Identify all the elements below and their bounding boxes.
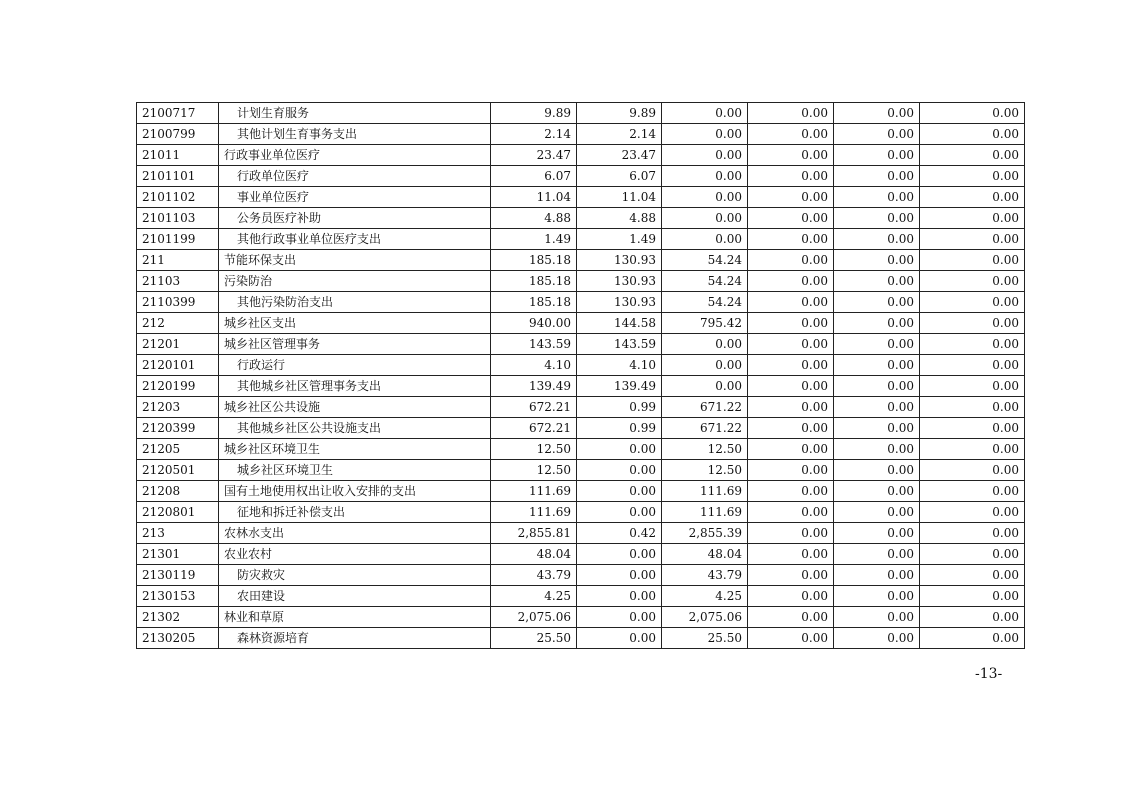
amount-cell: 0.99: [577, 418, 662, 439]
subject-code-cell: 21203: [137, 397, 219, 418]
amount-cell: 0.00: [577, 544, 662, 565]
amount-cell: 0.00: [748, 481, 834, 502]
amount-cell: 0.00: [748, 502, 834, 523]
amount-cell: 11.04: [491, 187, 577, 208]
amount-cell: 0.00: [748, 397, 834, 418]
table-row: [137, 292, 1025, 313]
amount-cell: 48.04: [662, 544, 748, 565]
amount-cell: 0.00: [662, 208, 748, 229]
amount-cell: 0.00: [748, 292, 834, 313]
amount-cell: 0.00: [920, 439, 1025, 460]
table-row: [137, 523, 1025, 544]
subject-code-cell: 2130153: [137, 586, 219, 607]
amount-cell: 2,075.06: [491, 607, 577, 628]
subject-name-cell: 城乡社区环境卫生: [219, 439, 491, 460]
subject-code-cell: 2101102: [137, 187, 219, 208]
amount-cell: 6.07: [491, 166, 577, 187]
amount-cell: 144.58: [577, 313, 662, 334]
amount-cell: 4.25: [491, 586, 577, 607]
amount-cell: 0.00: [920, 145, 1025, 166]
amount-cell: 0.00: [834, 292, 920, 313]
table-body: [137, 103, 1025, 649]
amount-cell: 0.00: [834, 397, 920, 418]
amount-cell: 0.00: [834, 607, 920, 628]
amount-cell: 0.00: [920, 481, 1025, 502]
table-row: [137, 376, 1025, 397]
table-row: [137, 481, 1025, 502]
amount-cell: 130.93: [577, 292, 662, 313]
table-row: [137, 544, 1025, 565]
subject-code-cell: 2101101: [137, 166, 219, 187]
amount-cell: 0.00: [920, 229, 1025, 250]
amount-cell: 0.00: [748, 187, 834, 208]
amount-cell: 0.00: [748, 334, 834, 355]
amount-cell: 139.49: [491, 376, 577, 397]
subject-name-cell: 农业农村: [219, 544, 491, 565]
amount-cell: 0.00: [748, 166, 834, 187]
budget-table: [136, 102, 1025, 649]
subject-name-cell: 城乡社区公共设施: [219, 397, 491, 418]
amount-cell: 0.00: [577, 460, 662, 481]
amount-cell: 0.00: [748, 250, 834, 271]
table-row: [137, 250, 1025, 271]
amount-cell: 43.79: [491, 565, 577, 586]
amount-cell: 0.00: [834, 628, 920, 649]
amount-cell: 25.50: [662, 628, 748, 649]
amount-cell: 0.00: [662, 145, 748, 166]
table-row: [137, 271, 1025, 292]
subject-code-cell: 2120101: [137, 355, 219, 376]
subject-name-cell: 公务员医疗补助: [219, 208, 491, 229]
amount-cell: 0.00: [834, 565, 920, 586]
amount-cell: 0.00: [748, 460, 834, 481]
amount-cell: 25.50: [491, 628, 577, 649]
amount-cell: 0.00: [834, 271, 920, 292]
amount-cell: 0.00: [577, 586, 662, 607]
table-row: [137, 565, 1025, 586]
amount-cell: 0.42: [577, 523, 662, 544]
amount-cell: 0.00: [662, 229, 748, 250]
subject-code-cell: 2120399: [137, 418, 219, 439]
amount-cell: 1.49: [577, 229, 662, 250]
amount-cell: 0.00: [834, 187, 920, 208]
amount-cell: 0.00: [748, 313, 834, 334]
amount-cell: 0.00: [834, 229, 920, 250]
subject-name-cell: 征地和拆迁补偿支出: [219, 502, 491, 523]
amount-cell: 185.18: [491, 271, 577, 292]
amount-cell: 0.00: [748, 544, 834, 565]
amount-cell: 0.00: [748, 355, 834, 376]
table-row: [137, 439, 1025, 460]
subject-code-cell: 2110399: [137, 292, 219, 313]
amount-cell: 185.18: [491, 250, 577, 271]
amount-cell: 0.00: [920, 271, 1025, 292]
amount-cell: 0.00: [834, 544, 920, 565]
amount-cell: 0.00: [920, 565, 1025, 586]
amount-cell: 0.00: [577, 628, 662, 649]
subject-name-cell: 其他计划生育事务支出: [219, 124, 491, 145]
amount-cell: 0.00: [920, 250, 1025, 271]
amount-cell: 12.50: [662, 439, 748, 460]
amount-cell: 0.00: [748, 565, 834, 586]
amount-cell: 0.00: [920, 544, 1025, 565]
amount-cell: 0.00: [748, 418, 834, 439]
subject-code-cell: 21205: [137, 439, 219, 460]
amount-cell: 1.49: [491, 229, 577, 250]
amount-cell: 0.00: [577, 439, 662, 460]
amount-cell: 111.69: [662, 481, 748, 502]
subject-name-cell: 农田建设: [219, 586, 491, 607]
amount-cell: 0.00: [920, 586, 1025, 607]
amount-cell: 0.00: [748, 586, 834, 607]
subject-name-cell: 事业单位医疗: [219, 187, 491, 208]
amount-cell: 12.50: [491, 460, 577, 481]
amount-cell: 4.10: [577, 355, 662, 376]
table-row: [137, 313, 1025, 334]
amount-cell: 0.00: [920, 166, 1025, 187]
amount-cell: 0.00: [748, 376, 834, 397]
table-row: [137, 397, 1025, 418]
amount-cell: 0.00: [920, 124, 1025, 145]
amount-cell: 0.00: [748, 208, 834, 229]
amount-cell: 0.00: [662, 187, 748, 208]
amount-cell: 0.00: [662, 334, 748, 355]
subject-code-cell: 2100799: [137, 124, 219, 145]
table-row: [137, 124, 1025, 145]
subject-name-cell: 城乡社区支出: [219, 313, 491, 334]
amount-cell: 0.00: [834, 166, 920, 187]
amount-cell: 0.00: [748, 229, 834, 250]
amount-cell: 0.00: [662, 103, 748, 124]
table-row: [137, 145, 1025, 166]
subject-name-cell: 污染防治: [219, 271, 491, 292]
table-row: [137, 208, 1025, 229]
amount-cell: 0.00: [920, 502, 1025, 523]
amount-cell: 54.24: [662, 292, 748, 313]
amount-cell: 0.00: [834, 145, 920, 166]
amount-cell: 671.22: [662, 418, 748, 439]
amount-cell: 23.47: [491, 145, 577, 166]
subject-name-cell: 行政运行: [219, 355, 491, 376]
amount-cell: 0.00: [577, 607, 662, 628]
subject-code-cell: 21208: [137, 481, 219, 502]
amount-cell: 9.89: [577, 103, 662, 124]
subject-code-cell: 211: [137, 250, 219, 271]
amount-cell: 0.00: [920, 523, 1025, 544]
amount-cell: 0.00: [920, 208, 1025, 229]
amount-cell: 111.69: [491, 502, 577, 523]
subject-name-cell: 林业和草原: [219, 607, 491, 628]
amount-cell: 0.00: [834, 124, 920, 145]
table-row: [137, 628, 1025, 649]
table-row: [137, 586, 1025, 607]
amount-cell: 0.00: [920, 376, 1025, 397]
amount-cell: 0.00: [834, 439, 920, 460]
subject-name-cell: 农林水支出: [219, 523, 491, 544]
amount-cell: 139.49: [577, 376, 662, 397]
amount-cell: 2,855.39: [662, 523, 748, 544]
amount-cell: 130.93: [577, 271, 662, 292]
amount-cell: 0.00: [834, 376, 920, 397]
amount-cell: 0.00: [834, 250, 920, 271]
subject-code-cell: 2130119: [137, 565, 219, 586]
amount-cell: 0.00: [920, 187, 1025, 208]
amount-cell: 0.00: [834, 481, 920, 502]
amount-cell: 0.00: [748, 145, 834, 166]
subject-name-cell: 节能环保支出: [219, 250, 491, 271]
amount-cell: 23.47: [577, 145, 662, 166]
subject-name-cell: 其他污染防治支出: [219, 292, 491, 313]
subject-name-cell: 城乡社区管理事务: [219, 334, 491, 355]
subject-code-cell: 2120199: [137, 376, 219, 397]
amount-cell: 0.00: [577, 502, 662, 523]
amount-cell: 0.00: [920, 418, 1025, 439]
amount-cell: 0.00: [834, 418, 920, 439]
table-row: [137, 229, 1025, 250]
table-row: [137, 460, 1025, 481]
amount-cell: 0.00: [920, 628, 1025, 649]
amount-cell: 2.14: [577, 124, 662, 145]
amount-cell: 0.00: [920, 103, 1025, 124]
amount-cell: 185.18: [491, 292, 577, 313]
amount-cell: 4.25: [662, 586, 748, 607]
subject-name-cell: 计划生育服务: [219, 103, 491, 124]
amount-cell: 0.00: [834, 355, 920, 376]
table-row: [137, 334, 1025, 355]
amount-cell: 111.69: [491, 481, 577, 502]
amount-cell: 11.04: [577, 187, 662, 208]
amount-cell: 0.00: [662, 355, 748, 376]
subject-code-cell: 2120801: [137, 502, 219, 523]
subject-code-cell: 21301: [137, 544, 219, 565]
table-row: [137, 418, 1025, 439]
amount-cell: 2,855.81: [491, 523, 577, 544]
amount-cell: 2,075.06: [662, 607, 748, 628]
amount-cell: 12.50: [662, 460, 748, 481]
subject-code-cell: 21302: [137, 607, 219, 628]
table-row: [137, 502, 1025, 523]
subject-code-cell: 2101199: [137, 229, 219, 250]
table-row: [137, 166, 1025, 187]
subject-name-cell: 其他城乡社区管理事务支出: [219, 376, 491, 397]
amount-cell: 0.99: [577, 397, 662, 418]
amount-cell: 0.00: [920, 334, 1025, 355]
amount-cell: 0.00: [748, 628, 834, 649]
amount-cell: 0.00: [748, 439, 834, 460]
amount-cell: 0.00: [834, 208, 920, 229]
subject-code-cell: 212: [137, 313, 219, 334]
amount-cell: 0.00: [748, 523, 834, 544]
amount-cell: 143.59: [491, 334, 577, 355]
amount-cell: 48.04: [491, 544, 577, 565]
amount-cell: 0.00: [834, 460, 920, 481]
amount-cell: 0.00: [748, 124, 834, 145]
amount-cell: 940.00: [491, 313, 577, 334]
subject-name-cell: 国有土地使用权出让收入安排的支出: [219, 481, 491, 502]
amount-cell: 111.69: [662, 502, 748, 523]
amount-cell: 0.00: [920, 292, 1025, 313]
amount-cell: 43.79: [662, 565, 748, 586]
subject-name-cell: 森林资源培育: [219, 628, 491, 649]
subject-code-cell: 213: [137, 523, 219, 544]
amount-cell: 12.50: [491, 439, 577, 460]
table-row: [137, 355, 1025, 376]
amount-cell: 54.24: [662, 271, 748, 292]
subject-name-cell: 其他城乡社区公共设施支出: [219, 418, 491, 439]
table-row: [137, 103, 1025, 124]
amount-cell: 0.00: [748, 607, 834, 628]
amount-cell: 4.10: [491, 355, 577, 376]
amount-cell: 0.00: [920, 397, 1025, 418]
amount-cell: 671.22: [662, 397, 748, 418]
amount-cell: 4.88: [491, 208, 577, 229]
amount-cell: 0.00: [748, 103, 834, 124]
amount-cell: 0.00: [920, 355, 1025, 376]
subject-code-cell: 21201: [137, 334, 219, 355]
subject-code-cell: 2100717: [137, 103, 219, 124]
amount-cell: 0.00: [920, 313, 1025, 334]
amount-cell: 0.00: [662, 166, 748, 187]
table-row: [137, 607, 1025, 628]
amount-cell: 0.00: [834, 586, 920, 607]
amount-cell: 143.59: [577, 334, 662, 355]
amount-cell: 54.24: [662, 250, 748, 271]
table-row: [137, 187, 1025, 208]
subject-name-cell: 行政单位医疗: [219, 166, 491, 187]
amount-cell: 4.88: [577, 208, 662, 229]
amount-cell: 6.07: [577, 166, 662, 187]
amount-cell: 672.21: [491, 418, 577, 439]
subject-name-cell: 防灾救灾: [219, 565, 491, 586]
subject-code-cell: 21103: [137, 271, 219, 292]
amount-cell: 795.42: [662, 313, 748, 334]
amount-cell: 0.00: [834, 523, 920, 544]
amount-cell: 9.89: [491, 103, 577, 124]
amount-cell: 0.00: [834, 334, 920, 355]
subject-code-cell: 21011: [137, 145, 219, 166]
amount-cell: 130.93: [577, 250, 662, 271]
subject-name-cell: 城乡社区环境卫生: [219, 460, 491, 481]
page-number: -13-: [975, 666, 1003, 682]
amount-cell: 0.00: [577, 565, 662, 586]
amount-cell: 0.00: [920, 607, 1025, 628]
amount-cell: 0.00: [577, 481, 662, 502]
subject-code-cell: 2120501: [137, 460, 219, 481]
amount-cell: 0.00: [748, 271, 834, 292]
subject-name-cell: 其他行政事业单位医疗支出: [219, 229, 491, 250]
amount-cell: 0.00: [834, 103, 920, 124]
amount-cell: 672.21: [491, 397, 577, 418]
amount-cell: 0.00: [834, 502, 920, 523]
amount-cell: 0.00: [920, 460, 1025, 481]
amount-cell: 0.00: [662, 124, 748, 145]
amount-cell: 0.00: [834, 313, 920, 334]
subject-code-cell: 2130205: [137, 628, 219, 649]
amount-cell: 2.14: [491, 124, 577, 145]
subject-code-cell: 2101103: [137, 208, 219, 229]
subject-name-cell: 行政事业单位医疗: [219, 145, 491, 166]
amount-cell: 0.00: [662, 376, 748, 397]
